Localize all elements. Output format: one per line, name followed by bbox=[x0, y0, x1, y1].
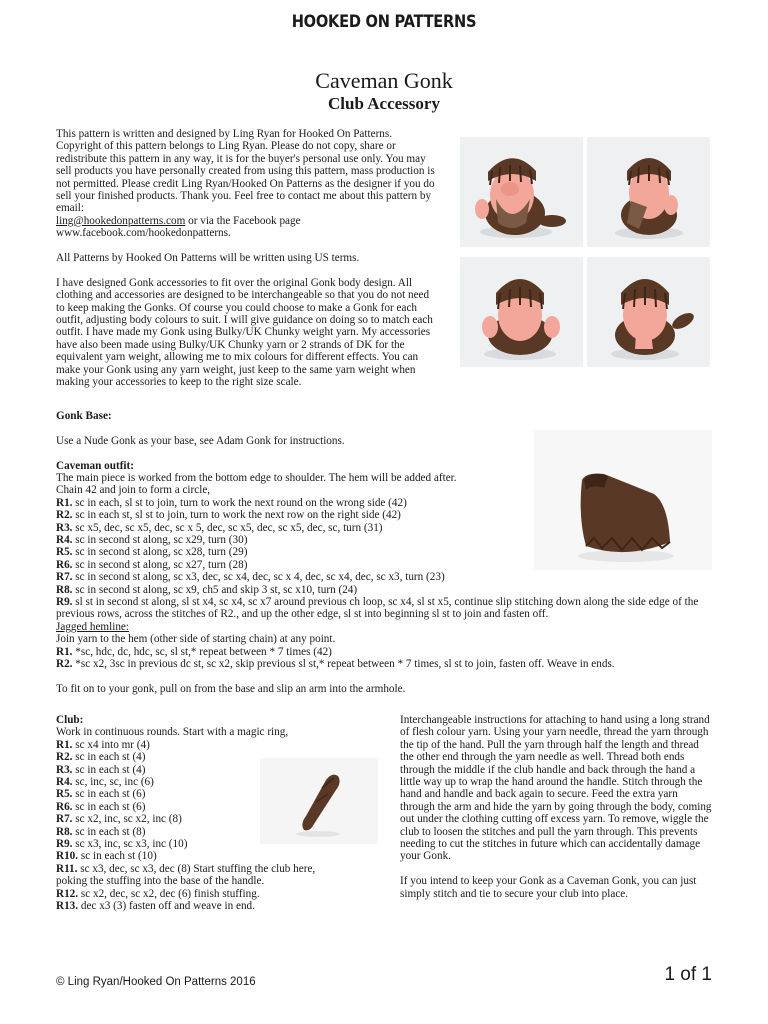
fit-note: To fit on to your gonk, pull on from the base and slip an arm into the armhole. bbox=[56, 682, 406, 695]
contact-line: ling@hookedonpatterns.com or via the Facebook page bbox=[56, 214, 301, 227]
page-title: Caveman Gonk bbox=[315, 68, 453, 93]
outfit-row: R9. sl st in second st along, sl st x4, sc x4, sc x7 around previous ch loop, sc x4, sl st x5, continue slip stitching down along the side edge of the previous rows, across the stitches of R2., and up the other edge, sl st into beginning sl st to join and fasten off. bbox=[56, 596, 699, 621]
gonk-base-text: Use a Nude Gonk as your base, see Adam Gonk for instructions. bbox=[56, 434, 345, 447]
club-row: R1. sc x4 into mr (4) bbox=[56, 738, 150, 751]
club-row: R4. sc, inc, sc, inc (6) bbox=[56, 776, 154, 789]
copyright-notice: This pattern is written and designed by Ling Ryan for Hooked On Patterns. Copyright of this pattern belongs to Ling Ryan. Please do not copy, share or redistribute this pattern in any way, it is for the buyer's personal use only. You may sell products you have personally created from using this pattern, mass production is not permitted. Please credit Ling Ryan/Hooked On Patterns as the designer if you do sell your finished products. Thank you. Feel free to contact me about this pattern by email: bbox=[56, 128, 435, 215]
club-row: R10. sc in each st (10) bbox=[56, 850, 157, 863]
club-row: R5. sc in each st (6) bbox=[56, 788, 146, 801]
attach-instructions: Interchangeable instructions for attaching to hand using a long strand of flesh colour yarn. Using your yarn needle, thread the yarn through the tip of the hand. Pull the yarn through half the length and thread the other end through the yarn needle as well. Thread both ends through the middle if the club handle and back through the hand a little way up to wrap the hand around the handle. Stitch through the hand and handle and back again to secure. Feed the extra yarn through the arm and hide the yarn by going through the body, coming out under the clothing cutting off excess yarn. To remove, wiggle the club to loosen the stitches and pull the yarn through. This prevents needing to cut the stitches in future which can accidentally damage your Gonk. bbox=[400, 714, 712, 863]
club-row: R9. sc x3, inc, sc x3, inc (10) bbox=[56, 838, 188, 851]
club-row: R12. sc x2, dec, sc x2, dec (6) finish stuffing. bbox=[56, 887, 260, 900]
outfit-row: R4. sc in second st along, sc x29, turn (30) bbox=[56, 534, 248, 547]
email-link[interactable]: ling@hookedonpatterns.com bbox=[56, 214, 186, 227]
outfit-photo bbox=[534, 430, 712, 570]
page-subtitle: Club Accessory bbox=[328, 94, 440, 113]
club-row: R8. sc in each st (8) bbox=[56, 825, 146, 838]
club-row: R13. dec x3 (3) fasten off and weave in end. bbox=[56, 900, 255, 913]
outfit-row: R7. sc in second st along, sc x3, dec, sc x4, dec, sc x 4, dec, sc x4, dec, sc x3, turn (23) bbox=[56, 571, 445, 584]
keep-note: If you intend to keep your Gonk as a Caveman Gonk, you can just simply stitch and tie to secure your club into place. bbox=[400, 875, 697, 900]
attach-section bbox=[400, 714, 712, 900]
outfit-heading: Caveman outfit: bbox=[56, 459, 134, 472]
outfit-row: R5. sc in second st along, sc x28, turn (29) bbox=[56, 546, 248, 559]
club-intro: Work in continuous rounds. Start with a magic ring, bbox=[56, 726, 289, 739]
hemline-intro: Join yarn to the hem (other side of starting chain) at any point. bbox=[56, 633, 336, 646]
gonk-base-heading: Gonk Base: bbox=[56, 410, 112, 422]
club-photo bbox=[260, 758, 378, 844]
outfit-row: R3. sc x5, dec, sc x5, dec, sc x 5, dec, sc x5, dec, sc x5, dec, sc, turn (31) bbox=[56, 521, 383, 534]
design-note: I have designed Gonk accessories to fit over the original Gonk body design. All clothing and accessories are designed to be interchangeable so that you do not need to keep making the Gonks. Of course you could choose to make a Gonk for each outfit, adjusting body colours to suit. I will give guidance on doing so to match each outfit. I have made my Gonk using Bulky/UK Chunky weight yarn. My accessories have also been made using Bulky/UK Chunky yarn or 2 strands of DK for the equivalent yarn weight, allowing me to mix colours for different effects. You can make your Gonk using any yarn weight, just keep to the same yarn weight when making your accessories to keep to the right size scale. bbox=[56, 276, 433, 389]
club-row: R2. sc in each st (4) bbox=[56, 751, 146, 764]
gonk-photo-back-right bbox=[587, 257, 710, 367]
hemline-heading: Jagged hemline: bbox=[56, 620, 130, 633]
gonk-photo-front-right bbox=[587, 137, 710, 247]
club-row: R3. sc in each st (4) bbox=[56, 763, 146, 776]
club-row: R11. sc x3, dec, sc x3, dec (8) Start stuffing the club here, poking the stuffing into the base of the handle. bbox=[56, 862, 316, 888]
club-row: R6. sc in each st (6) bbox=[56, 800, 146, 813]
footer-copyright: © Ling Ryan/Hooked On Patterns 2016 bbox=[56, 976, 256, 988]
intro-section bbox=[56, 128, 436, 389]
club-heading: Club: bbox=[56, 714, 84, 726]
outfit-intro-line: Chain 42 and join to form a circle, bbox=[56, 484, 211, 497]
us-terms-note: All Patterns by Hooked On Patterns will be written using US terms. bbox=[56, 252, 360, 265]
gonk-photo-front-left bbox=[460, 137, 583, 247]
outfit-row: R6. sc in second st along, sc x27, turn (28) bbox=[56, 558, 248, 571]
facebook-link[interactable]: www.facebook.com/hookedonpatterns. bbox=[56, 227, 231, 240]
hemline-row: R1. *sc, hdc, dc, hdc, sc, sl st,* repeat between * 7 times (42) bbox=[56, 645, 332, 658]
gonk-photo-back-left bbox=[460, 257, 583, 367]
page-number: 1 of 1 bbox=[664, 964, 712, 985]
club-row: R7. sc x2, inc, sc x2, inc (8) bbox=[56, 813, 182, 826]
outfit-row: R2. sc in each st, sl st to join, turn to work the next row on the right side (42) bbox=[56, 509, 401, 522]
hemline-row: R2. *sc x2, 3sc in previous dc st, sc x2, skip previous sl st,* repeat between * 7 times, sl st to join, fasten off. Weave in ends. bbox=[56, 658, 615, 671]
brand-header: HOOKED ON PATTERNS bbox=[291, 12, 477, 32]
outfit-row: R8. sc in second st along, sc x9, ch5 and skip 3 st, sc x10, turn (24) bbox=[56, 583, 358, 596]
outfit-row: R1. sc in each, sl st to join, turn to work the next round on the wrong side (42) bbox=[56, 496, 407, 509]
outfit-intro-line: The main piece is worked from the bottom edge to shoulder. The hem will be added after. bbox=[56, 472, 457, 484]
